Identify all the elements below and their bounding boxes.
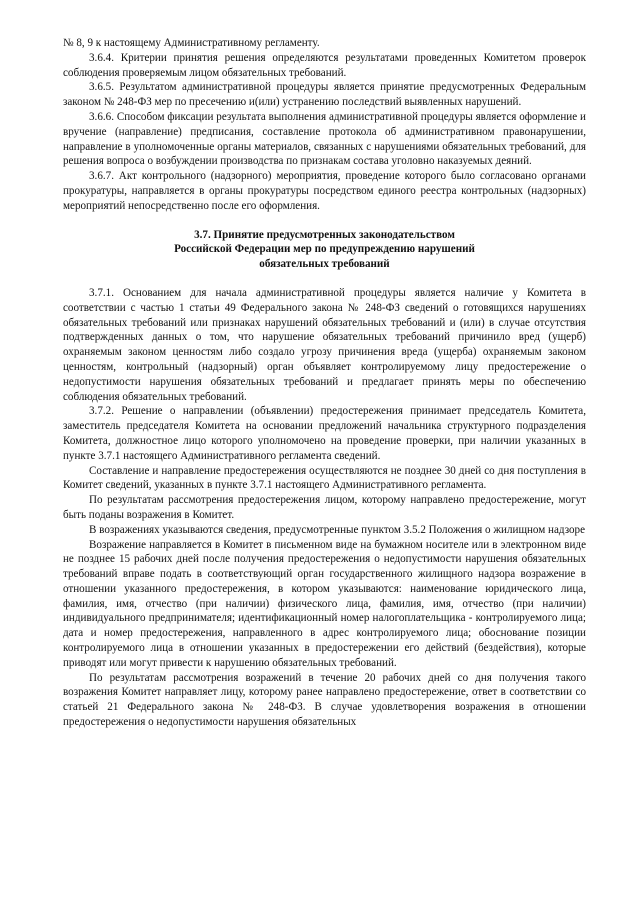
paragraph: По результатам рассмотрения предостережения лицом, которому направлено предостережение, могут быть поданы возражения в Комитет.	[63, 494, 586, 521]
section-3-6-end	[63, 36, 586, 214]
paragraph: В возражениях указываются сведения, предусмотренные пунктом 3.5.2 Положения о жилищном надзоре	[89, 523, 586, 536]
heading-line: обязательных требований	[259, 258, 390, 271]
paragraph-3-6-5: 3.6.5. Результатом административной процедуры является принятие предусмотренных Федеральным законом № 248-ФЗ мер по пресечению и(или) устранению последствий выявленных нарушений.	[63, 81, 586, 109]
paragraph: По результатам рассмотрения возражений в течение 20 рабочих дней со дня получения такого возражения Комитет направляет лицу, которому ранее направлено предостережение, ответ в соответствии со статьей 21 Федерального закона № 248-ФЗ. В случае удовлетворения возражения в отношении предостережения о недопустимости нарушения обязательных	[63, 671, 586, 729]
section-3-7-body	[63, 286, 586, 730]
paragraph-3-7-2: 3.7.2. Решение о направлении (объявлении) предостережения принимает председатель Комитета, заместитель председателя Комитета на основании предложений начальника структурного подразделения Комитета, должностное лицо которого уполномочено на проведение проверки, при наличии указанных в пункте 3.7.1 настоящего Административного регламента сведений.	[63, 405, 586, 462]
paragraph: Возражение направляется в Комитет в письменном виде на бумажном носителе или в электронном виде не позднее 15 рабочих дней после получения предостережения о недопустимости нарушения обязательных требований вправе подать в соответствующий орган государственного жилищного надзора возражение в отношении указанного предостережения, в котором указываются: наименование юридического лица, фамилия, имя, отчество (при наличии) физического лица, фамилия, имя, отчество (при наличии) индивидуального предпринимателя; идентификационный номер налогоплательщика - контролируемого лица; дата и номер предостережения, направленного в адрес контролируемого лица; обоснование позиции контролируемого лица в отношении указанных в предостережении его действий (бездействия), которые приводят или могут привести к нарушению обязательных требований.	[63, 538, 586, 669]
section-heading-3-7	[63, 228, 586, 272]
paragraph: Составление и направление предостережения осуществляются не позднее 30 дней со дня поступления в Комитет сведений, указанных в пункте 3.7.1 настоящего Административного регламента.	[63, 464, 586, 492]
paragraph-3-7-1: 3.7.1. Основанием для начала административной процедуры является наличие у Комитета в соответствии с частью 1 статьи 49 Федерального закона № 248-ФЗ сведений о готовящихся нарушениях обязательных требований или признаках нарушений обязательных требований и (или) в случае отсутствия подтвержденных данных о том, что нарушение обязательных требований причинило вред (ущерб) охраняемым законом ценностям либо создало угрозу причинения вреда (ущерба) охраняемым законом ценностям, контрольный (надзорный) орган объявляет контролируемому лицу предостережение о недопустимости нарушения обязательных требований и предлагает принять меры по обеспечению соблюдения обязательных требований.	[63, 286, 586, 403]
heading-line: Российской Федерации мер по предупреждению нарушений	[174, 243, 475, 256]
paragraph-3-6-7: 3.6.7. Акт контрольного (надзорного) мероприятия, проведение которого было согласовано органами прокуратуры, направляется в органы прокуратуры посредством единого реестра контрольных (надзорных) мероприятий непосредственно после его оформления.	[63, 170, 586, 212]
paragraph-3-6-4: 3.6.4. Критерии принятия решения определяются результатами проведенных Комитетом проверок соблюдения проверяемым лицом обязательных требований.	[63, 51, 586, 79]
heading-line: 3.7. Принятие предусмотренных законодательством	[194, 228, 455, 241]
paragraph: № 8, 9 к настоящему Административному регламенту.	[63, 37, 320, 49]
paragraph-3-6-6: 3.6.6. Способом фиксации результата выполнения административной процедуры является оформление и вручение (направление) предписания, составление протокола об административном правонарушении, направление в уполномоченные органы материалов, связанных с нарушениями обязательных требований, для решения вопроса о возбуждении производства по признакам состава уголовно наказуемых деяний.	[63, 110, 586, 168]
